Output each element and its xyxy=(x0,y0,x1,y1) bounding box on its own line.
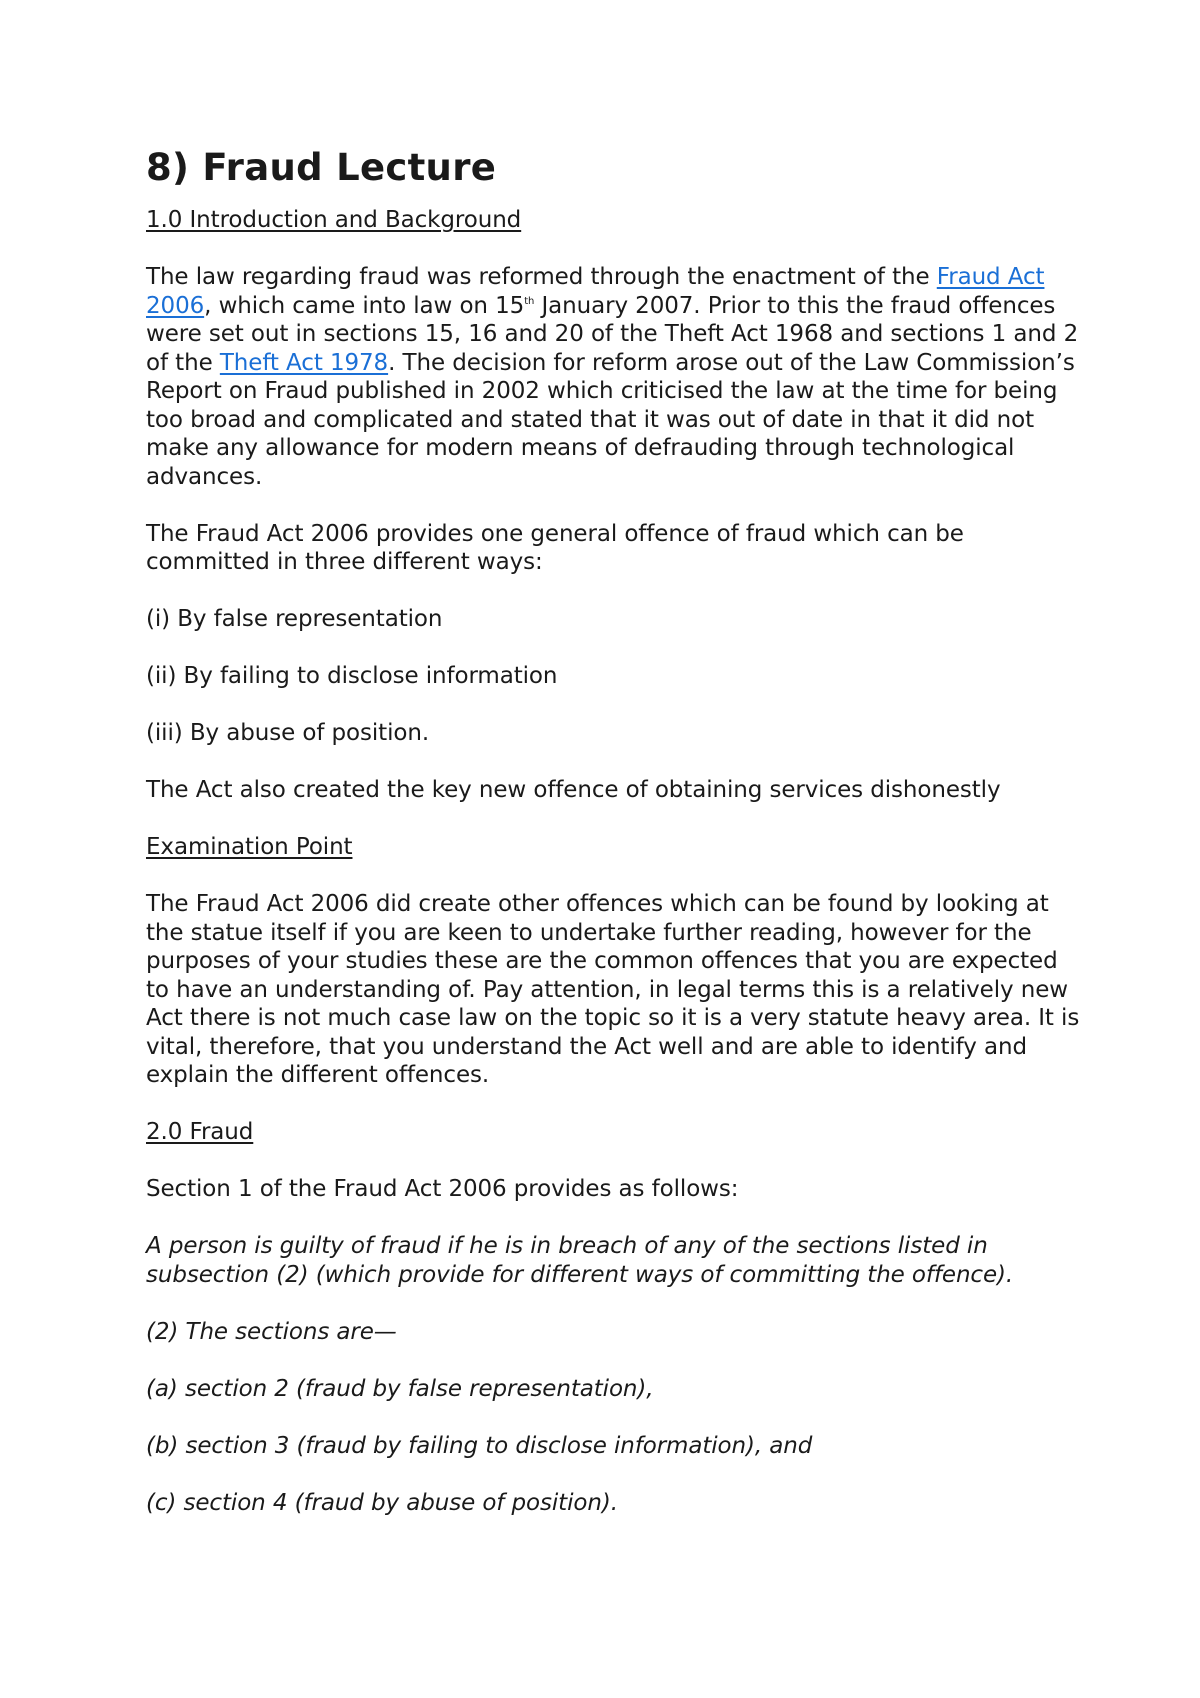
statute-section-c: (c) section 4 (fraud by abuse of position). xyxy=(146,1489,618,1516)
section-heading-examination-point xyxy=(146,833,1086,862)
examination-point-paragraph: The Fraud Act 2006 did create other offences which can be found by looking at the statue itself if you are keen to undertake further reading, however for the purposes of your studies these are the common offences that you are expected to have an understanding of. Pay attention, in legal terms this is a relatively new Act there is not much case law on the topic so it is a very statute heavy area. It is vital, therefore, that you understand the Act well and are able to identify and explain the different offences. xyxy=(146,891,1080,1088)
general-offence-paragraph: The Fraud Act 2006 provides one general offence of fraud which can be committed in three different ways: xyxy=(146,520,964,575)
heading-text: 1.0 Introduction and Background xyxy=(146,207,522,233)
document-title: 8) Fraud Lecture xyxy=(146,146,497,189)
document-page xyxy=(146,138,1086,1546)
statute-section-b: (b) section 3 (fraud by failing to disclose information), and xyxy=(146,1432,813,1459)
ordinal-superscript: th xyxy=(524,295,535,307)
way-item-2: (ii) By failing to disclose information xyxy=(146,663,558,689)
intro-text-4: . The decision for reform arose out of the Law Commission’s Report on Fraud published in 2002 which criticised the law at the time for being too broad and complicated and stated that it was out of date in that it did not make any allowance for modern means of defrauding through technological advances. xyxy=(146,349,1075,490)
intro-paragraph xyxy=(146,263,1086,491)
fraud-act-2006-link[interactable]: Fraud Act 2006 xyxy=(146,264,1045,319)
intro-text-3: January 2007. Prior to this the fraud offences were set out in sections 15, 16 and 20 of the Theft Act 1968 and sections 1 and 2 of the xyxy=(146,292,1079,376)
section-1-intro: Section 1 of the Fraud Act 2006 provides as follows: xyxy=(146,1176,739,1202)
section-heading-introduction xyxy=(146,206,1086,235)
section-heading-fraud xyxy=(146,1118,1086,1147)
statute-section-a: (a) section 2 (fraud by false representation), xyxy=(146,1375,654,1402)
intro-text-1: The law regarding fraud was reformed through the enactment of the xyxy=(146,264,937,290)
statute-quote-2: (2) The sections are— xyxy=(146,1318,397,1345)
way-item-3: (iii) By abuse of position. xyxy=(146,720,430,746)
heading-text: Examination Point xyxy=(146,834,353,860)
obtaining-services-paragraph: The Act also created the key new offence of obtaining services dishonestly xyxy=(146,777,1001,803)
way-item-1: (i) By false representation xyxy=(146,606,443,632)
heading-text: 2.0 Fraud xyxy=(146,1119,254,1145)
intro-text-2: , which came into law on 15 xyxy=(204,292,525,319)
theft-act-1978-link[interactable]: Theft Act 1978 xyxy=(219,349,389,376)
statute-quote-1: A person is guilty of fraud if he is in breach of any of the sections listed in subsection (2) (which provide for different ways of committing the offence). xyxy=(146,1233,1014,1288)
